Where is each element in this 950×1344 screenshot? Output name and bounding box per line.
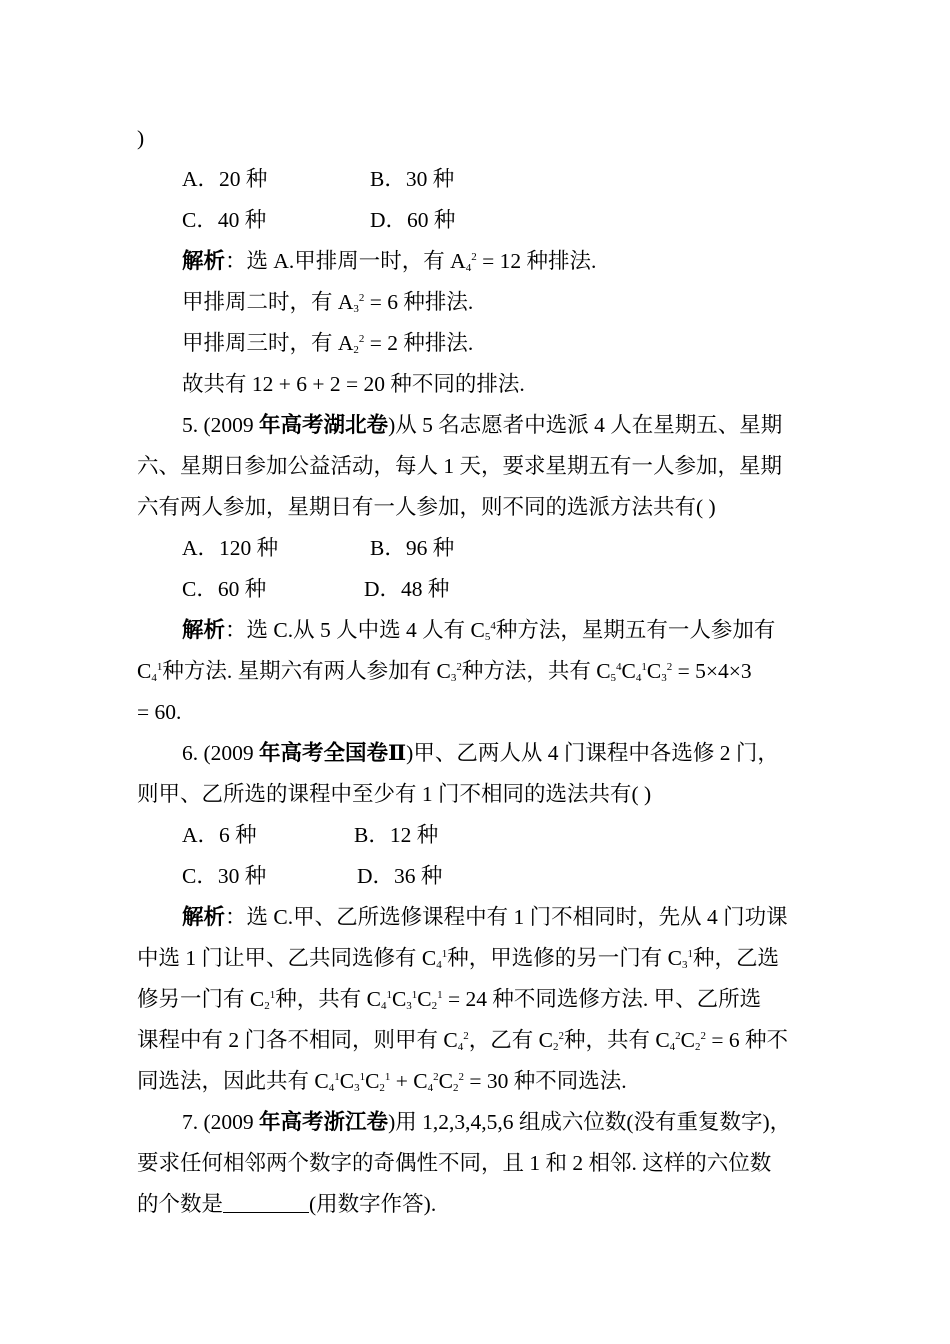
option-line: [182, 575, 266, 603]
option-line: [182, 821, 257, 849]
text-line: 中选 1 门让甲、乙共同选修有 $C_4^1$种，甲选修的另一门有 $C_3^1$种，乙选: [137, 946, 779, 971]
solution-label: 解析: [182, 249, 226, 273]
option-line: [182, 206, 266, 234]
text-line: 要求任何相邻两个数字的奇偶性不同，且 1 和 2 相邻. 这样的六位数: [137, 1151, 772, 1175]
text-line: 故共有 12 + 6 + 2 = 20 种不同的排法.: [182, 372, 525, 396]
text-line: 的个数是 (用数字作答).: [137, 1192, 437, 1216]
option-line: [370, 165, 454, 193]
question-source: 年高考全国卷Ⅱ: [259, 741, 407, 765]
option-a: A．20 种: [182, 167, 268, 191]
option-line: [182, 534, 278, 562]
question-line: 7. (2009 年高考浙江卷)用 1,2,3,4,5,6 组成六位数(没有重复数字)，: [182, 1110, 792, 1134]
solution-label: 解析: [182, 618, 226, 642]
text-line: 六、星期日参加公益活动，每人 1 天，要求星期五有一人参加，星期: [137, 454, 783, 478]
text-line: 修另一门有 $C_2^1$种，共有 $C_4^1C_3^1C_2^1 = 24$ 种不同选修方法. 甲、乙所选: [137, 987, 762, 1012]
option-b: B．12 种: [354, 823, 439, 847]
question-source: 年高考浙江卷: [259, 1110, 389, 1134]
solution-line: 解析：选 A.甲排周一时，有 $A_4^2 = 12$ 种排法.: [182, 249, 597, 274]
text-line: 课程中有 2 门各不相同，则甲有 $C_4^2$，乙有 $C_2^2$种，共有 $C_4^2C_2^2 = 6$ 种不: [137, 1028, 789, 1053]
option-line: [364, 575, 449, 603]
option-d: D．36 种: [357, 864, 443, 888]
option-line: [182, 165, 267, 193]
question-line: 6. (2009 年高考全国卷Ⅱ)甲、乙两人从 4 门课程中各选修 2 门，: [182, 741, 779, 765]
text-line: 甲排周三时，有 $A_2^2 = 2$ 种排法.: [182, 331, 474, 356]
solution-line: 解析：选 C.甲、乙所选修课程中有 1 门不相同时，先从 4 门功课: [182, 905, 788, 929]
option-line: [357, 862, 442, 890]
text-line: 六有两人参加，星期日有一人参加，则不同的选派方法共有( ): [137, 495, 716, 519]
option-line: [354, 821, 438, 849]
text-line: ): [137, 126, 145, 150]
option-d: D．60 种: [370, 208, 456, 232]
option-d: D．48 种: [364, 577, 450, 601]
text-line: $C_4^1$种方法. 星期六有两人参加有 $C_3^2$种方法，共有 $C_5^4C_4^1C_3^2 = 5\times 4\times 3$: [137, 659, 752, 684]
option-c: C．30 种: [182, 864, 267, 888]
text-line: 甲排周二时，有 $A_3^2 = 6$ 种排法.: [182, 290, 474, 315]
option-line: [182, 862, 266, 890]
solution-label: 解析: [182, 905, 226, 929]
text-line: = 60.: [137, 700, 182, 724]
solution-line: 解析：选 C.从 5 人中选 4 人有 $C_5^4$种方法，星期五有一人参加有: [182, 618, 776, 643]
option-a: A．120 种: [182, 536, 279, 560]
option-a: A．6 种: [182, 823, 257, 847]
option-c: C．60 种: [182, 577, 267, 601]
text-line: 则甲、乙所选的课程中至少有 1 门不相同的选法共有( ): [137, 782, 652, 806]
answer-blank: [223, 1194, 309, 1213]
option-c: C．40 种: [182, 208, 267, 232]
question-line: 5. (2009 年高考湖北卷)从 5 名志愿者中选派 4 人在星期五、星期: [182, 413, 783, 437]
option-b: B．96 种: [370, 536, 455, 560]
question-source: 年高考湖北卷: [259, 413, 389, 437]
option-b: B．30 种: [370, 167, 455, 191]
text-line: 同选法，因此共有 $C_4^1C_3^1C_2^1 + C_4^2C_2^2 = 30$ 种不同选法.: [137, 1069, 627, 1094]
option-line: [370, 534, 454, 562]
option-line: [370, 206, 455, 234]
